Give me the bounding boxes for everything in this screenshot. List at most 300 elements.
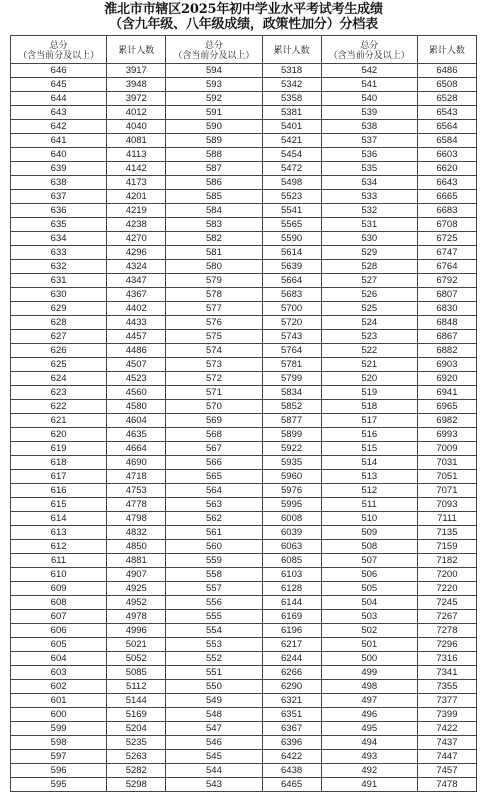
table-row	[11, 78, 477, 92]
count-cell: 4507	[107, 358, 166, 372]
score-cell: 560	[166, 540, 262, 554]
count-cell: 6941	[417, 386, 476, 400]
count-cell: 5052	[107, 652, 166, 666]
score-cell: 532	[321, 204, 417, 218]
table-row	[11, 372, 477, 386]
score-cell: 581	[166, 246, 262, 260]
score-cell: 502	[321, 624, 417, 638]
score-cell: 517	[321, 414, 417, 428]
count-cell: 5960	[262, 470, 321, 484]
score-cell: 593	[166, 78, 262, 92]
score-cell: 605	[11, 638, 107, 652]
table-row	[11, 106, 477, 120]
score-cell: 594	[166, 64, 262, 78]
table-row	[11, 358, 477, 372]
score-cell: 492	[321, 764, 417, 778]
count-cell: 6708	[417, 218, 476, 232]
score-cell: 528	[321, 260, 417, 274]
score-cell: 644	[11, 92, 107, 106]
count-cell: 6063	[262, 540, 321, 554]
count-cell: 5085	[107, 666, 166, 680]
count-cell: 7051	[417, 470, 476, 484]
table-row	[11, 652, 477, 666]
score-cell: 628	[11, 316, 107, 330]
count-cell: 6920	[417, 372, 476, 386]
count-cell: 6830	[417, 302, 476, 316]
score-cell: 638	[11, 176, 107, 190]
count-cell: 4925	[107, 582, 166, 596]
table-row	[11, 708, 477, 722]
table-row	[11, 330, 477, 344]
score-cell: 582	[166, 232, 262, 246]
count-cell: 6438	[262, 764, 321, 778]
score-cell: 586	[166, 176, 262, 190]
table-row	[11, 470, 477, 484]
count-cell: 5204	[107, 722, 166, 736]
count-cell: 5381	[262, 106, 321, 120]
header-row	[11, 36, 477, 64]
count-cell: 6244	[262, 652, 321, 666]
count-cell: 5935	[262, 456, 321, 470]
score-cell: 509	[321, 526, 417, 540]
score-cell: 525	[321, 302, 417, 316]
count-cell: 5639	[262, 260, 321, 274]
score-cell: 572	[166, 372, 262, 386]
count-cell: 5342	[262, 78, 321, 92]
count-cell: 5454	[262, 148, 321, 162]
score-cell: 547	[166, 722, 262, 736]
count-cell: 7457	[417, 764, 476, 778]
score-cell: 579	[166, 274, 262, 288]
table-row	[11, 750, 477, 764]
count-cell: 7341	[417, 666, 476, 680]
score-cell: 493	[321, 750, 417, 764]
count-cell: 4832	[107, 526, 166, 540]
count-cell: 4664	[107, 442, 166, 456]
count-cell: 7220	[417, 582, 476, 596]
table-row	[11, 498, 477, 512]
count-cell: 7355	[417, 680, 476, 694]
count-cell: 4012	[107, 106, 166, 120]
score-cell: 511	[321, 498, 417, 512]
score-cell: 616	[11, 484, 107, 498]
score-cell: 506	[321, 568, 417, 582]
count-cell: 6867	[417, 330, 476, 344]
score-cell: 610	[11, 568, 107, 582]
count-cell: 5498	[262, 176, 321, 190]
count-cell: 4433	[107, 316, 166, 330]
score-cell: 550	[166, 680, 262, 694]
score-cell: 554	[166, 624, 262, 638]
count-cell: 5298	[107, 778, 166, 792]
score-cell: 499	[321, 666, 417, 680]
score-cell: 634	[11, 232, 107, 246]
score-cell: 541	[321, 78, 417, 92]
count-cell: 5144	[107, 694, 166, 708]
table-row	[11, 64, 477, 78]
count-cell: 7316	[417, 652, 476, 666]
score-cell: 585	[166, 190, 262, 204]
count-cell: 6543	[417, 106, 476, 120]
score-cell: 584	[166, 204, 262, 218]
score-header-3: 总分 （含当前分及以上）	[321, 36, 417, 64]
count-cell: 6008	[262, 512, 321, 526]
score-cell: 609	[11, 582, 107, 596]
count-cell: 4604	[107, 414, 166, 428]
table-row	[11, 554, 477, 568]
score-cell: 540	[321, 92, 417, 106]
count-cell: 7437	[417, 736, 476, 750]
table-row	[11, 582, 477, 596]
count-cell: 4457	[107, 330, 166, 344]
count-cell: 6584	[417, 134, 476, 148]
count-cell: 6396	[262, 736, 321, 750]
count-cell: 7267	[417, 610, 476, 624]
count-cell: 4367	[107, 288, 166, 302]
score-cell: 597	[11, 750, 107, 764]
count-cell: 6807	[417, 288, 476, 302]
score-cell: 636	[11, 204, 107, 218]
score-cell: 631	[11, 274, 107, 288]
table-row	[11, 386, 477, 400]
score-cell: 630	[11, 288, 107, 302]
count-cell: 6321	[262, 694, 321, 708]
score-cell: 645	[11, 78, 107, 92]
score-cell: 518	[321, 400, 417, 414]
score-cell: 557	[166, 582, 262, 596]
score-cell: 583	[166, 218, 262, 232]
score-cell: 552	[166, 652, 262, 666]
table-row	[11, 400, 477, 414]
score-cell: 561	[166, 526, 262, 540]
table-row	[11, 638, 477, 652]
count-cell: 7093	[417, 498, 476, 512]
score-cell: 571	[166, 386, 262, 400]
score-cell: 615	[11, 498, 107, 512]
count-cell: 5799	[262, 372, 321, 386]
score-cell: 587	[166, 162, 262, 176]
table-row	[11, 764, 477, 778]
count-cell: 5922	[262, 442, 321, 456]
count-cell: 6290	[262, 680, 321, 694]
count-cell: 6993	[417, 428, 476, 442]
score-cell: 496	[321, 708, 417, 722]
count-cell: 7478	[417, 778, 476, 792]
score-cell: 549	[166, 694, 262, 708]
score-cell: 512	[321, 484, 417, 498]
score-cell: 543	[166, 778, 262, 792]
count-cell: 4270	[107, 232, 166, 246]
count-cell: 5877	[262, 414, 321, 428]
table-row	[11, 92, 477, 106]
count-cell: 5421	[262, 134, 321, 148]
score-cell: 562	[166, 512, 262, 526]
count-cell: 5590	[262, 232, 321, 246]
score-cell: 592	[166, 92, 262, 106]
score-cell: 595	[11, 778, 107, 792]
count-cell: 4978	[107, 610, 166, 624]
score-cell: 637	[11, 190, 107, 204]
score-cell: 613	[11, 526, 107, 540]
count-cell: 7009	[417, 442, 476, 456]
count-cell: 6564	[417, 120, 476, 134]
score-cell: 533	[321, 190, 417, 204]
table-row	[11, 596, 477, 610]
score-header-1: 总分 （含当前分及以上）	[11, 36, 107, 64]
count-cell: 6128	[262, 582, 321, 596]
score-cell: 524	[321, 316, 417, 330]
score-cell: 535	[321, 162, 417, 176]
score-cell: 619	[11, 442, 107, 456]
count-cell: 5700	[262, 302, 321, 316]
count-cell: 4907	[107, 568, 166, 582]
score-cell: 569	[166, 414, 262, 428]
table-row	[11, 204, 477, 218]
score-cell: 520	[321, 372, 417, 386]
count-cell: 4778	[107, 498, 166, 512]
count-cell: 5263	[107, 750, 166, 764]
count-cell: 4173	[107, 176, 166, 190]
count-cell: 7159	[417, 540, 476, 554]
score-cell: 588	[166, 148, 262, 162]
count-cell: 6144	[262, 596, 321, 610]
count-cell: 6508	[417, 78, 476, 92]
count-cell: 6422	[262, 750, 321, 764]
count-cell: 5995	[262, 498, 321, 512]
count-cell: 6085	[262, 554, 321, 568]
score-cell: 539	[321, 106, 417, 120]
count-cell: 4402	[107, 302, 166, 316]
table-row	[11, 260, 477, 274]
score-cell: 627	[11, 330, 107, 344]
count-cell: 6528	[417, 92, 476, 106]
score-cell: 534	[321, 176, 417, 190]
table-row	[11, 232, 477, 246]
score-cell: 510	[321, 512, 417, 526]
table-row	[11, 568, 477, 582]
score-cell: 617	[11, 470, 107, 484]
count-cell: 7422	[417, 722, 476, 736]
score-cell: 577	[166, 302, 262, 316]
score-cell: 565	[166, 470, 262, 484]
count-cell: 5565	[262, 218, 321, 232]
count-cell: 4219	[107, 204, 166, 218]
count-header-3: 累计人数	[417, 36, 476, 64]
score-cell: 580	[166, 260, 262, 274]
score-cell: 642	[11, 120, 107, 134]
table-row	[11, 246, 477, 260]
table-body	[11, 64, 477, 792]
score-cell: 538	[321, 120, 417, 134]
score-cell: 505	[321, 582, 417, 596]
count-cell: 6764	[417, 260, 476, 274]
table-row	[11, 274, 477, 288]
score-cell: 640	[11, 148, 107, 162]
count-cell: 5781	[262, 358, 321, 372]
count-cell: 5614	[262, 246, 321, 260]
table-row	[11, 512, 477, 526]
count-cell: 5720	[262, 316, 321, 330]
table-row	[11, 484, 477, 498]
table-row	[11, 624, 477, 638]
score-cell: 639	[11, 162, 107, 176]
score-cell: 537	[321, 134, 417, 148]
score-cell: 622	[11, 400, 107, 414]
score-cell: 608	[11, 596, 107, 610]
table-row	[11, 610, 477, 624]
score-cell: 530	[321, 232, 417, 246]
page-title: 淮北市市辖区2025年初中学业水平考试考生成绩	[104, 2, 383, 17]
count-cell: 5169	[107, 708, 166, 722]
score-cell: 546	[166, 736, 262, 750]
table-row	[11, 666, 477, 680]
table-row	[11, 120, 477, 134]
score-cell: 603	[11, 666, 107, 680]
score-cell: 618	[11, 456, 107, 470]
score-cell: 600	[11, 708, 107, 722]
table-row	[11, 176, 477, 190]
count-cell: 5358	[262, 92, 321, 106]
count-cell: 4850	[107, 540, 166, 554]
table-row	[11, 218, 477, 232]
score-cell: 599	[11, 722, 107, 736]
count-cell: 4201	[107, 190, 166, 204]
score-cell: 611	[11, 554, 107, 568]
score-table	[10, 35, 477, 792]
count-cell: 6465	[262, 778, 321, 792]
table-row	[11, 694, 477, 708]
count-cell: 4040	[107, 120, 166, 134]
page-subtitle: （含九年级、八年级成绩，政策性加分）分档表	[109, 17, 378, 32]
score-cell: 495	[321, 722, 417, 736]
score-cell: 563	[166, 498, 262, 512]
score-cell: 578	[166, 288, 262, 302]
score-cell: 573	[166, 358, 262, 372]
score-cell: 598	[11, 736, 107, 750]
count-cell: 6169	[262, 610, 321, 624]
score-cell: 519	[321, 386, 417, 400]
score-cell: 553	[166, 638, 262, 652]
count-cell: 5112	[107, 680, 166, 694]
count-cell: 5282	[107, 764, 166, 778]
score-cell: 601	[11, 694, 107, 708]
count-cell: 6903	[417, 358, 476, 372]
count-cell: 7111	[417, 512, 476, 526]
table-row	[11, 736, 477, 750]
count-cell: 6665	[417, 190, 476, 204]
count-cell: 6196	[262, 624, 321, 638]
count-cell: 6620	[417, 162, 476, 176]
score-cell: 503	[321, 610, 417, 624]
score-cell: 521	[321, 358, 417, 372]
table-row	[11, 162, 477, 176]
count-cell: 5664	[262, 274, 321, 288]
score-cell: 626	[11, 344, 107, 358]
count-cell: 5852	[262, 400, 321, 414]
score-cell: 504	[321, 596, 417, 610]
score-cell: 576	[166, 316, 262, 330]
count-cell: 4486	[107, 344, 166, 358]
count-cell: 4113	[107, 148, 166, 162]
count-cell: 4881	[107, 554, 166, 568]
count-cell: 4560	[107, 386, 166, 400]
score-cell: 568	[166, 428, 262, 442]
count-cell: 6643	[417, 176, 476, 190]
score-header-2: 总分 （含当前分及以上）	[166, 36, 262, 64]
count-cell: 6103	[262, 568, 321, 582]
score-cell: 621	[11, 414, 107, 428]
count-cell: 4690	[107, 456, 166, 470]
score-cell: 559	[166, 554, 262, 568]
count-cell: 4523	[107, 372, 166, 386]
count-cell: 5683	[262, 288, 321, 302]
score-cell: 629	[11, 302, 107, 316]
score-cell: 515	[321, 442, 417, 456]
score-cell: 555	[166, 610, 262, 624]
count-cell: 5541	[262, 204, 321, 218]
score-cell: 646	[11, 64, 107, 78]
count-cell: 4753	[107, 484, 166, 498]
count-cell: 5235	[107, 736, 166, 750]
score-cell: 544	[166, 764, 262, 778]
score-cell: 514	[321, 456, 417, 470]
score-cell: 589	[166, 134, 262, 148]
count-cell: 6351	[262, 708, 321, 722]
table-row	[11, 190, 477, 204]
count-cell: 5834	[262, 386, 321, 400]
score-cell: 643	[11, 106, 107, 120]
table-row	[11, 456, 477, 470]
count-cell: 6683	[417, 204, 476, 218]
count-cell: 6848	[417, 316, 476, 330]
table-row	[11, 540, 477, 554]
score-cell: 548	[166, 708, 262, 722]
score-cell: 500	[321, 652, 417, 666]
count-cell: 6367	[262, 722, 321, 736]
table-row	[11, 148, 477, 162]
count-cell: 6603	[417, 148, 476, 162]
score-cell: 536	[321, 148, 417, 162]
count-cell: 7135	[417, 526, 476, 540]
count-cell: 7278	[417, 624, 476, 638]
score-cell: 542	[321, 64, 417, 78]
table-row	[11, 344, 477, 358]
score-cell: 531	[321, 218, 417, 232]
count-cell: 3917	[107, 64, 166, 78]
score-cell: 556	[166, 596, 262, 610]
count-cell: 6792	[417, 274, 476, 288]
count-cell: 5764	[262, 344, 321, 358]
count-cell: 6266	[262, 666, 321, 680]
score-cell: 497	[321, 694, 417, 708]
score-cell: 558	[166, 568, 262, 582]
score-cell: 633	[11, 246, 107, 260]
count-cell: 4347	[107, 274, 166, 288]
table-row	[11, 722, 477, 736]
score-cell: 574	[166, 344, 262, 358]
count-cell: 7245	[417, 596, 476, 610]
count-cell: 4081	[107, 134, 166, 148]
count-cell: 6982	[417, 414, 476, 428]
score-cell: 551	[166, 666, 262, 680]
count-cell: 7447	[417, 750, 476, 764]
score-cell: 508	[321, 540, 417, 554]
table-row	[11, 442, 477, 456]
count-cell: 5743	[262, 330, 321, 344]
count-cell: 5021	[107, 638, 166, 652]
table-row	[11, 414, 477, 428]
score-cell: 570	[166, 400, 262, 414]
